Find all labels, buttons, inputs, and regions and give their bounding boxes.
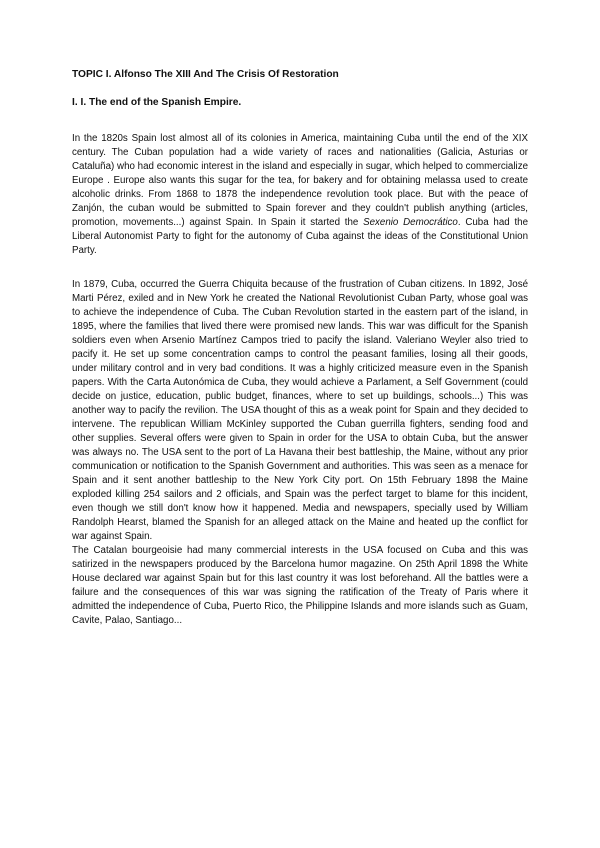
paragraph-3: The Catalan bourgeoisie had many commercial interests in the USA focused on Cuba and this was satirized in the newspapers produced by the Barcelona humor magazine. On 25th April 1898 the White House declared war against Spain but for this last country it was lost beforehand. All the battles were a failure and the consequences of this war was signing the ratification of the Treaty of Paris where it admitted the independence of Cuba, Puerto Rico, the Philippine Islands and more islands such as Guam, Cavite, Palao, Santiago... — [72, 545, 528, 626]
topic-title: TOPIC I. Alfonso The XIII And The Crisis Of Restoration — [72, 69, 339, 80]
section-title: I. I. The end of the Spanish Empire. — [72, 97, 242, 108]
paragraph-1-text-a: In the 1820s Spain lost almost all of its colonies in America, maintaining Cuba until the end of the XIX century. The Cuban population had a wide variety of races and nationalities (Galicia, Asturias or Cataluña) who had economic interest in the island and especially in sugar, which helped to commercialize Europe . Europe also wants this sugar for the tea, for bakery and for obtaining melassa used to create alcoholic drinks. From 1868 to 1878 the independence revolution took place. But with the peace of Zanjón, the cuban would be submitted to Spain forever and they couldn't publish anything (articles, promotion, movements...) against Spain. In Spain it started the — [72, 133, 528, 228]
paragraph-1 — [72, 132, 528, 258]
paragraph-1-text-b: . Cuba had the Liberal Autonomist Party to fight for the autonomy of Cuba against the ideas of the Constitutional Union Party. — [72, 217, 528, 256]
paragraph-1-italic-term: Sexenio Democrático — [363, 217, 458, 228]
document-page — [72, 68, 528, 628]
paragraph-2: In 1879, Cuba, occurred the Guerra Chiquita because of the frustration of Cuban citizens. In 1892, José Marti Pérez, exiled and in New York he created the National Revolutionist Cuban Party, whose goal was to achieve the independence of Cuba. The Cuban Revolution started in the eastern part of the island, in 1895, where the families that lived there were promised new lands. This war was difficult for the Spanish soldiers even when Arsenio Martínez Campos tried to pacify the island. Valeriano Weyler also tried to pacify it. He set up some concentration camps to control the peasant families, losing all their goods, under military control and in very bad conditions. It was a highly criticized measure even in the Spanish papers. With the Carta Autonómica de Cuba, they would achieve a Parlament, a Self Government (could decide on justice, education, public budget, finances, where to set up buildings, schools...) This was another way to pacify the revilion. The USA thought of this as a weak point for Spain and they decided to intervene. The republican William McKinley supported the Cuban guerrilla fighters, sending food and other supplies. Several offers were given to Spain in order for the USA to obtain Cuba, but the answer was always no. The USA sent to the port of La Havana their best battleship, the Maine, without any prior communication or notification to the Spanish Government and authorities. This was seen as a menace for Spain and it sent another battleship to the New York City port. On 15th February 1898 the Maine exploded killing 254 sailors and 2 officials, and Spain was the perfect target to blame for this incident, even though we still don't know how it happened. Media and newspapers, specially used by William Randolph Hearst, blamed the Spanish for an alleged attack on the Maine and heated up the conflict for war against Spain. — [72, 279, 528, 542]
